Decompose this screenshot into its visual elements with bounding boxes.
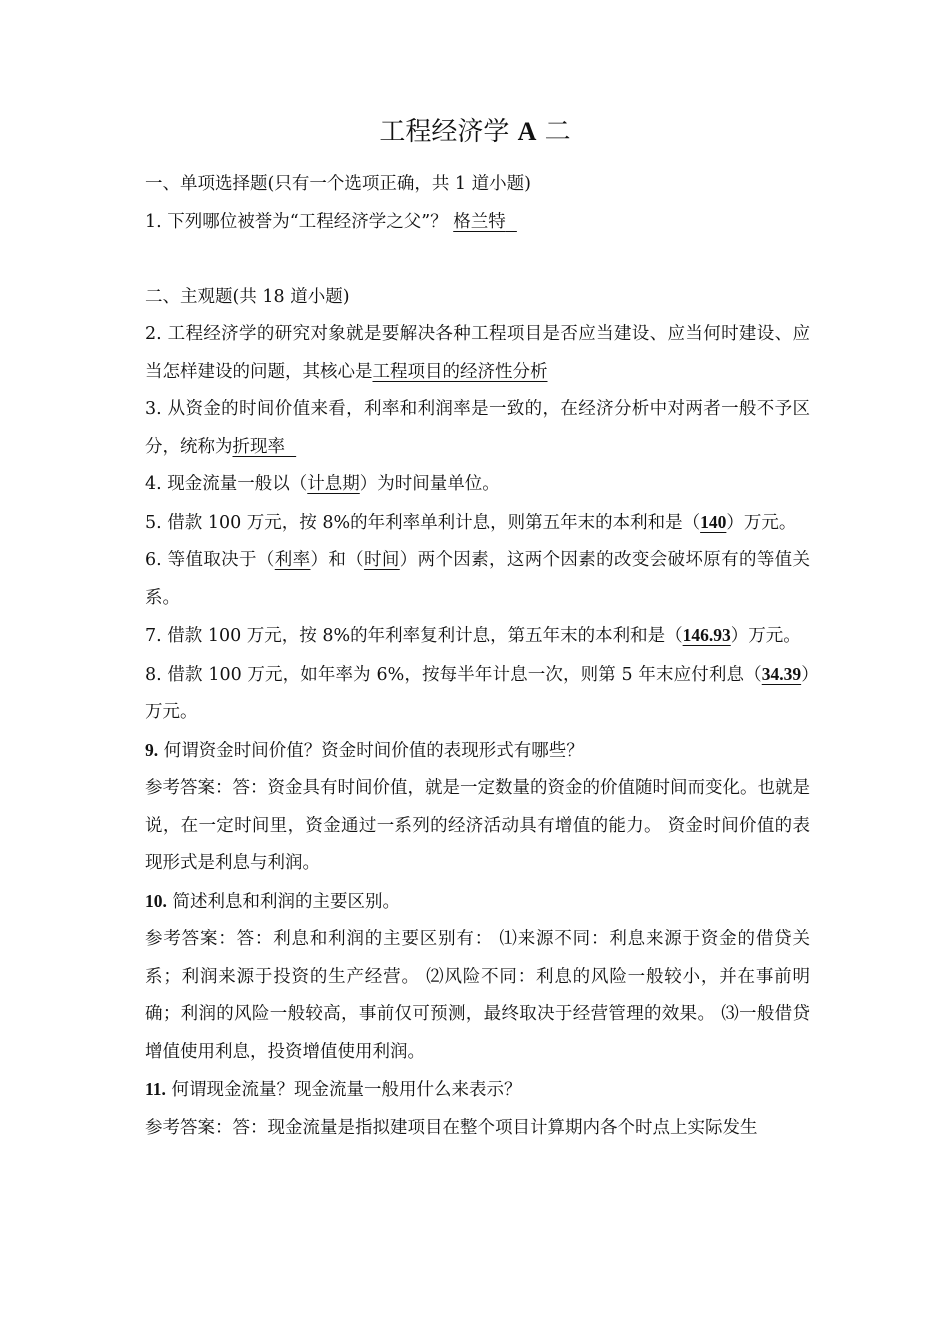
question-8-text: 8. 借款 100 万元，如年率为 6%，按每半年计息一次，则第 5 年末应付利息（ [145, 664, 762, 685]
question-7-text: 7. 借款 100 万元，按 8%的年利率复利计息，第五年末的本利和是（ [145, 626, 683, 646]
question-9 [145, 732, 810, 771]
question-5-answer: 140 [700, 511, 727, 532]
question-6-text-middle: ）和（ [310, 550, 365, 570]
title-main: 工程经济学 [379, 117, 510, 147]
question-4-text: 4. 现金流量一般以（ [145, 474, 308, 494]
question-3-answer-text: 折现率 [232, 436, 285, 457]
question-10-number: 10. [145, 890, 167, 911]
section1-heading: 一、单项选择题(只有一个选项正确，共 1 道小题) [145, 174, 531, 194]
question-6 [145, 542, 810, 617]
question-10-text: 简述利息和利润的主要区别。 [172, 891, 400, 912]
document-title [0, 112, 950, 152]
question-3-answer [233, 437, 297, 457]
title-suffix: 二 [544, 117, 571, 147]
question-11-text: 何谓现金流量？现金流量一般用什么来表示？ [171, 1080, 522, 1100]
question-10-answer: 参考答案：答：利息和利润的主要区别有： ⑴来源不同：利息来源于资金的借贷关系；利润来源于投资的生产经营。 ⑵风险不同：利息的风险一般较小，并在事前明确；利润的风险一般较高，事前仅可预测，最终取决于经营管理的效果。 ⑶一般借贷增值使用利息，投资增值使用利润。 [145, 929, 810, 1062]
question-4 [145, 466, 810, 504]
question-2 [145, 316, 810, 391]
question-4-answer: 计息期 [307, 474, 360, 494]
question-9-text: 何谓资金时间价值？资金时间价值的表现形式有哪些？ [163, 740, 584, 761]
question-6-text-end: ）两个因素，这两个因素的改变会破坏原有的等值关系。 [145, 550, 811, 608]
question-5 [145, 504, 810, 543]
question-11-answer: 参考答案：答：现金流量是指拟建项目在整个项目计算期内各个时点上实际发生 [145, 1117, 758, 1138]
question-6-answer-1: 利率 [274, 550, 311, 570]
question-1 [145, 204, 810, 242]
question-2-answer: 工程项目的经济性分析 [372, 361, 548, 382]
question-7-answer: 146.93 [682, 625, 731, 645]
question-4-text-end: ）为时间量单位。 [359, 474, 500, 494]
question-1-text: 1. 下列哪位被誉为“工程经济学之父”？ [145, 211, 448, 232]
spacer [145, 241, 810, 279]
section2-heading: 二、主观题(共 18 道小题) [145, 286, 350, 307]
question-7 [145, 617, 810, 656]
question-1-answer [453, 212, 517, 232]
question-3 [145, 391, 810, 466]
question-9-number: 9. [145, 739, 159, 760]
question-8 [145, 656, 810, 732]
question-5-text-end: ）万元。 [726, 512, 797, 533]
question-8-text-end: ）万元。 [145, 664, 810, 722]
document-body [145, 166, 810, 1147]
question-7-text-end: ）万元。 [730, 626, 801, 646]
question-10 [145, 883, 810, 922]
question-5-text: 5. 借款 100 万元，按 8%的年利率单利计息，则第五年末的本利和是（ [145, 512, 701, 533]
title-letter: A [517, 117, 537, 146]
question-2-text: 2. 工程经济学的研究对象就是要解决各种工程项目是否应当建设、应当何时建设、应当怎样建设的问题，其核心是 [145, 324, 810, 382]
question-9-answer: 参考答案：答：资金具有时间价值，就是一定数量的资金的价值随时间而变化。也就是说，在一定时间里，资金通过一系列的经济活动具有增值的能力。 资金时间价值的表现形式是利息与利润。 [145, 778, 810, 873]
question-11-number: 11. [145, 1079, 166, 1099]
question-3-text: 3. 从资金的时间价值来看，利率和利润率是一致的，在经济分析中对两者一般不予区分，统称为 [145, 399, 810, 457]
question-11 [145, 1071, 810, 1110]
question-1-answer-text: 格兰特 [453, 211, 506, 232]
question-8-answer: 34.39 [761, 663, 802, 684]
question-6-text: 6. 等值取决于（ [145, 550, 275, 570]
question-6-answer-2: 时间 [364, 550, 400, 570]
